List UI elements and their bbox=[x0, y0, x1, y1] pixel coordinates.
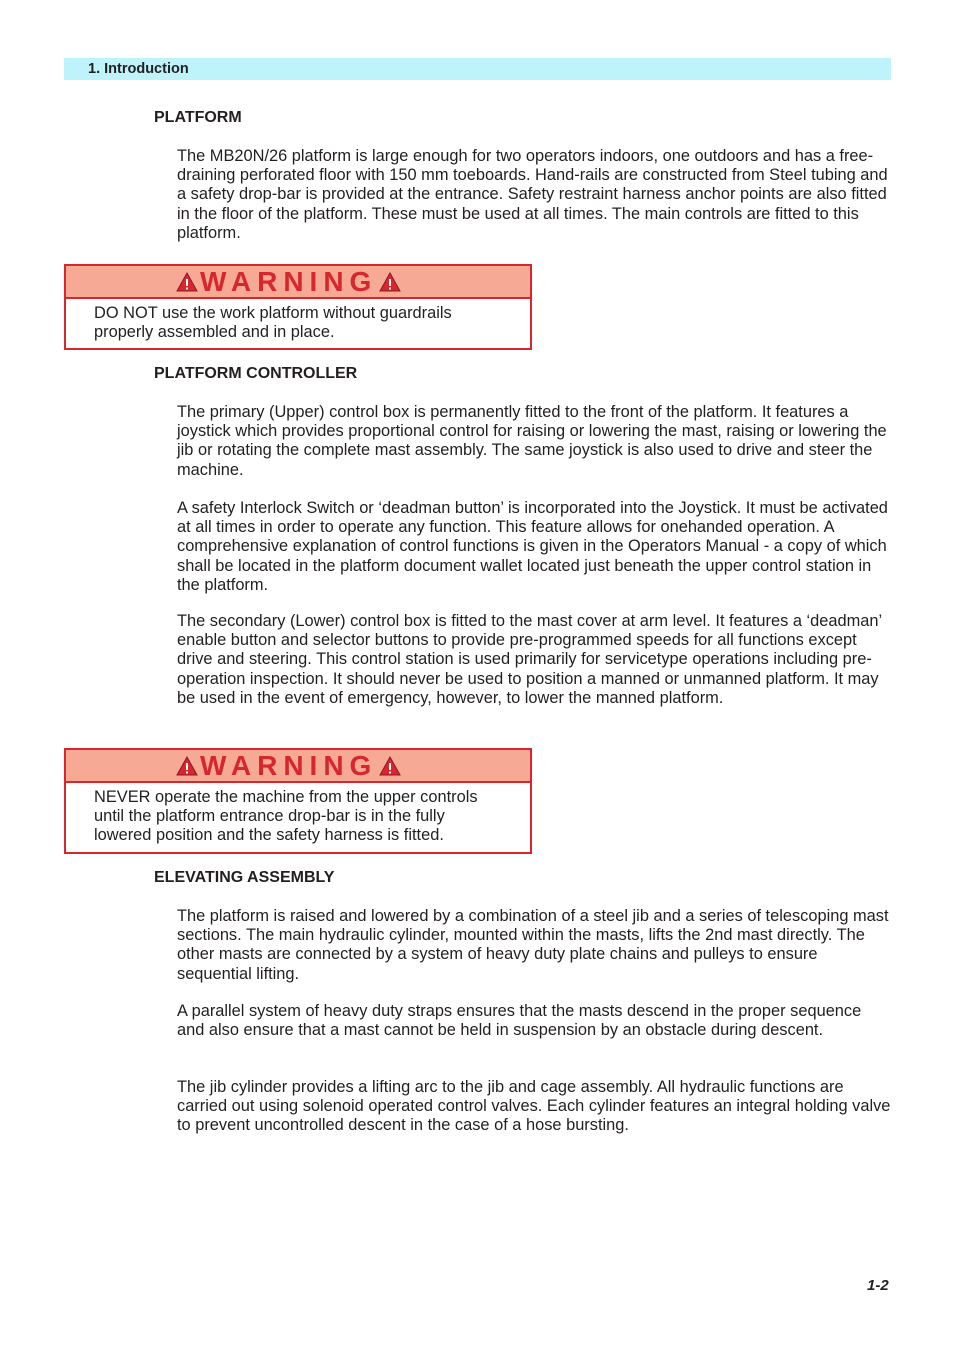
paragraph-platform-1: The MB20N/26 platform is large enough for two operators indoors, one outdoors and has a free-draining perforated floor with 150 mm toeboards. Hand-rails are constructed from Steel tubing and a safety drop-bar is provided at the entrance. Safety restraint harness anchor points are also fitted in the floor of the platform. These must be used at all times. The main controls are fitted to this platform. bbox=[177, 147, 888, 242]
warning-triangle-icon bbox=[379, 756, 401, 776]
paragraph-elevating-1: The platform is raised and lowered by a combination of a steel jib and a series of telescoping mast sections. The main hydraulic cylinder, mounted within the masts, lifts the 2nd mast directly. The other masts are connected by a system of heavy duty plate chains and pulleys to ensure sequential lifting. bbox=[177, 907, 889, 983]
warning-title: WARNING bbox=[200, 749, 378, 781]
paragraph-elevating-2: A parallel system of heavy duty straps ensures that the masts descend in the proper sequence and also ensure that a mast cannot be held in suspension by an obstacle during descent. bbox=[177, 1002, 862, 1040]
warning-line: properly assembled and in place. bbox=[94, 323, 335, 342]
warning-text bbox=[66, 299, 530, 342]
warning-title: WARNING bbox=[200, 265, 378, 297]
heading-platform-controller: PLATFORM CONTROLLER bbox=[154, 365, 358, 382]
section-title: 1. Introduction bbox=[88, 61, 189, 77]
warning-box-2 bbox=[64, 748, 532, 854]
warning-line: lowered position and the safety harness is fitted. bbox=[94, 826, 444, 845]
warning-header bbox=[66, 750, 530, 783]
warning-line: DO NOT use the work platform without guardrails bbox=[94, 304, 452, 322]
warning-triangle-icon bbox=[379, 272, 401, 292]
paragraph-controller-3: The secondary (Lower) control box is fitted to the mast cover at arm level. It features a ‘deadman’ enable button and selector buttons to provide pre-programmed speeds for all functions except drive and steering. This control station is used primarily for servicetype operations including pre-operation inspection. It should never be used to position a manned or unmanned platform. It may be used in the event of emergency, however, to lower the manned platform. bbox=[177, 612, 882, 707]
page-number: 1-2 bbox=[867, 1277, 889, 1294]
warning-header bbox=[66, 266, 530, 299]
heading-platform: PLATFORM bbox=[154, 109, 242, 126]
warning-triangle-icon bbox=[176, 756, 198, 776]
warning-triangle-icon bbox=[176, 272, 198, 292]
warning-text bbox=[66, 783, 530, 846]
warning-line: until the platform entrance drop-bar is in the fully bbox=[94, 807, 445, 826]
warning-box-1 bbox=[64, 264, 532, 350]
heading-elevating-assembly: ELEVATING ASSEMBLY bbox=[154, 869, 335, 886]
paragraph-controller-2: A safety Interlock Switch or ‘deadman button’ is incorporated into the Joystick. It must be activated at all times in order to operate any function. This feature allows for onehanded operation. A comprehensive explanation of control functions is given in the Operators Manual - a copy of which shall be located in the platform document wallet located just beneath the upper control station in the platform. bbox=[177, 499, 888, 594]
paragraph-elevating-3: The jib cylinder provides a lifting arc to the jib and cage assembly. All hydraulic functions are carried out using solenoid operated control valves. Each cylinder features an integral holding valve to prevent uncontrolled descent in the case of a hose bursting. bbox=[177, 1078, 891, 1135]
warning-line: NEVER operate the machine from the upper controls bbox=[94, 788, 478, 806]
paragraph-controller-1: The primary (Upper) control box is permanently fitted to the front of the platform. It features a joystick which provides proportional control for raising or lowering the mast, raising or lowering the jib or rotating the complete mast assembly. The same joystick is also used to drive and steer the machine. bbox=[177, 403, 887, 479]
section-header-bar bbox=[64, 58, 891, 80]
